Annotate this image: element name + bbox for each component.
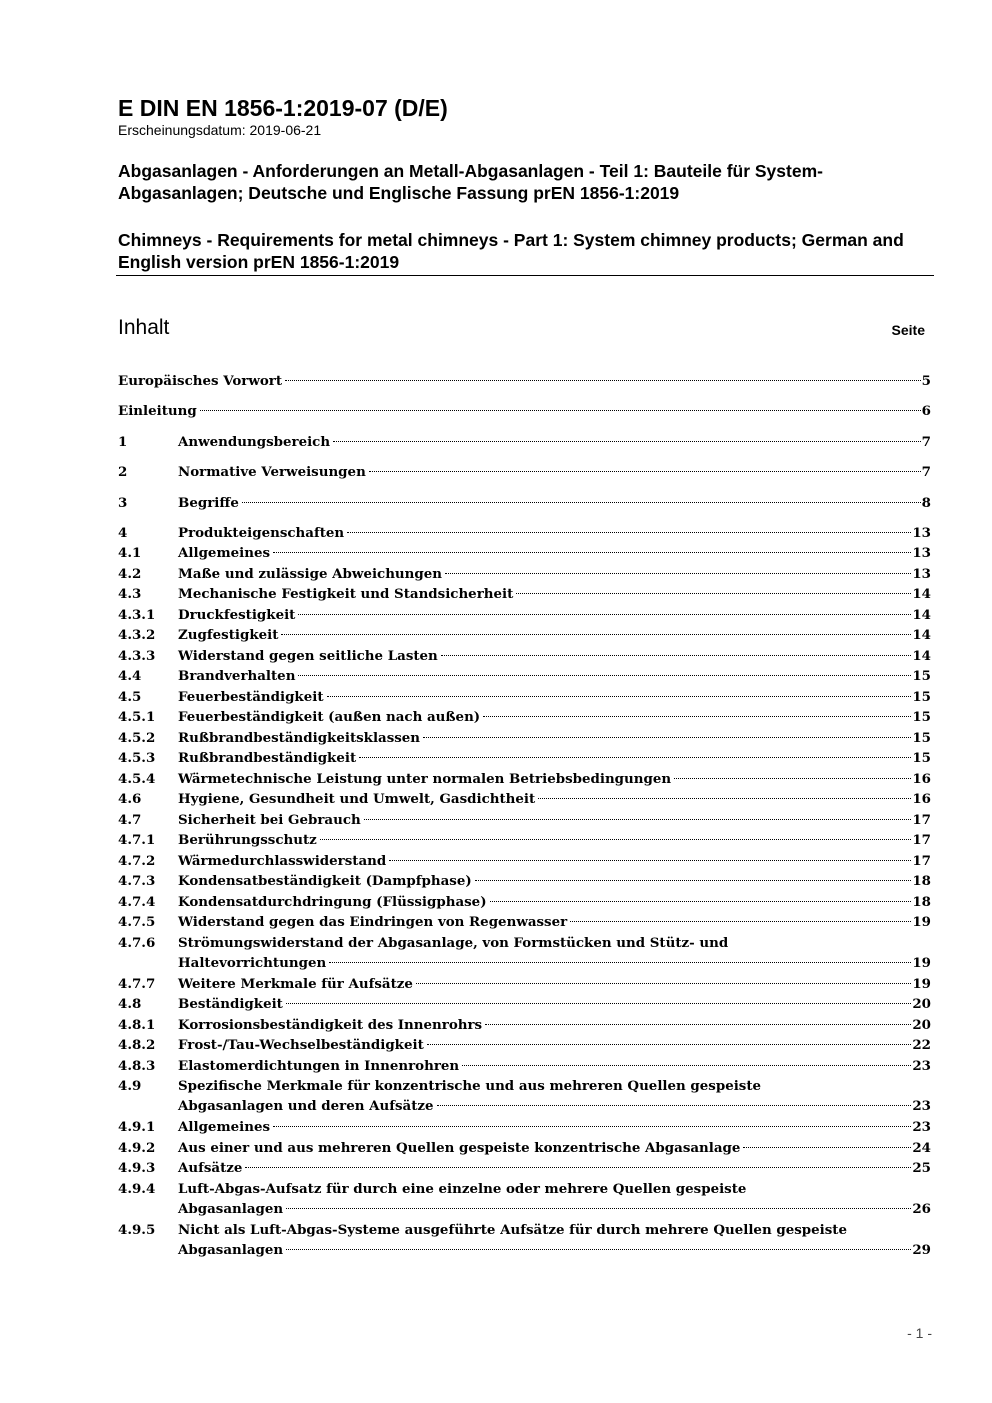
- toc-entry-page: 19: [912, 914, 931, 930]
- toc-dot-leader: [437, 1105, 912, 1106]
- toc-heading: Inhalt: [118, 316, 170, 339]
- toc-entry-page: 26: [912, 1201, 931, 1217]
- toc-dot-leader: [364, 819, 912, 820]
- toc-entry-page: 14: [912, 586, 931, 602]
- toc-entry-label: Feuerbeständigkeit: [178, 689, 324, 705]
- toc-entry-page: 24: [912, 1140, 931, 1156]
- toc-entry-label: Korrosionsbeständigkeit des Innenrohrs: [178, 1017, 483, 1033]
- toc-entry-number: 4.7.2: [118, 853, 156, 869]
- toc-entry-number: 4.5.4: [118, 771, 156, 787]
- toc-entry-number: 4.9.5: [118, 1222, 156, 1238]
- toc-entry-page: 29: [912, 1242, 931, 1258]
- toc-page-column-label: Seite: [891, 322, 925, 338]
- toc-dot-leader: [333, 441, 921, 442]
- toc-entry-page: 15: [912, 668, 931, 684]
- toc-dot-leader: [538, 798, 911, 799]
- toc-entry-page: 16: [912, 791, 931, 807]
- toc-entry-number: 4.7.3: [118, 873, 156, 889]
- toc-entry-page: 13: [912, 545, 931, 561]
- toc-entry-label-continued: Abgasanlagen und deren Aufsätze: [178, 1098, 434, 1114]
- toc-entry-page: 19: [912, 955, 931, 971]
- toc-entry-label: Luft-Abgas-Aufsatz für durch eine einzelne oder mehrere Quellen gespeiste: [178, 1181, 747, 1197]
- toc-entry-label: Brandverhalten: [178, 668, 296, 684]
- toc-entry-number: 2: [118, 464, 128, 480]
- toc-dot-leader: [369, 471, 921, 472]
- toc-dot-leader: [389, 860, 911, 861]
- toc-entry-label: Wärmetechnische Leistung unter normalen Betriebsbedingungen: [178, 771, 672, 787]
- toc-dot-leader: [570, 921, 911, 922]
- toc-entry-label: Elastomerdichtungen in Innenrohren: [178, 1058, 460, 1074]
- toc-dot-leader: [441, 655, 912, 656]
- toc-entry-number: 4.7.7: [118, 976, 156, 992]
- toc-entry-label: Rußbrandbeständigkeit: [178, 750, 357, 766]
- toc-entry-label: Nicht als Luft-Abgas-Systeme ausgeführte Aufsätze für durch mehrere Quellen gespeiste: [178, 1222, 847, 1238]
- toc-entry-label: Feuerbeständigkeit (außen nach außen): [178, 709, 481, 725]
- toc-dot-leader: [445, 573, 911, 574]
- page-number: - 1 -: [907, 1325, 932, 1341]
- toc-entry-label: Widerstand gegen seitliche Lasten: [178, 648, 438, 664]
- toc-dot-leader: [347, 532, 911, 533]
- toc-entry-page: 17: [912, 832, 931, 848]
- toc-entry-page: 22: [912, 1037, 931, 1053]
- toc-entry-label: Weitere Merkmale für Aufsätze: [178, 976, 413, 992]
- toc-entry-number: 4.8: [118, 996, 142, 1012]
- toc-entry-page: 23: [912, 1098, 931, 1114]
- toc-entry-page: 18: [912, 873, 931, 889]
- toc-entry-label: Rußbrandbeständigkeitsklassen: [178, 730, 421, 746]
- toc-entry-page: 6: [921, 403, 931, 419]
- toc-entry-page: 7: [921, 434, 931, 450]
- toc-dot-leader: [743, 1147, 911, 1148]
- toc-dot-leader: [273, 552, 911, 553]
- toc-dot-leader: [273, 1126, 911, 1127]
- toc-dot-leader: [423, 737, 911, 738]
- document-id: E DIN EN 1856-1:2019-07 (D/E): [118, 95, 448, 121]
- toc-entry-label: Europäisches Vorwort: [118, 373, 283, 389]
- toc-entry-label: Berührungsschutz: [178, 832, 317, 848]
- toc-entry-page: 5: [921, 373, 931, 389]
- toc-dot-leader: [674, 778, 911, 779]
- toc-entry-page: 13: [912, 525, 931, 541]
- toc-entry-number: 4.9.2: [118, 1140, 156, 1156]
- toc-dot-leader: [462, 1065, 911, 1066]
- toc-entry-label-continued: Abgasanlagen: [178, 1201, 284, 1217]
- toc-entry-number: 1: [118, 434, 128, 450]
- toc-entry-number: 4.3.2: [118, 627, 156, 643]
- toc-entry-label: Frost-/Tau-Wechselbeständigkeit: [178, 1037, 424, 1053]
- toc-dot-leader: [286, 1208, 911, 1209]
- toc-entry-label: Aufsätze: [178, 1160, 243, 1176]
- toc-entry-number: 4.7: [118, 812, 142, 828]
- toc-dot-leader: [483, 716, 911, 717]
- toc-entry-page: 15: [912, 709, 931, 725]
- toc-dot-leader: [281, 634, 911, 635]
- toc-dot-leader: [327, 696, 912, 697]
- toc-entry-number: 4.6: [118, 791, 142, 807]
- toc-entry-label: Kondensatdurchdringung (Flüssigphase): [178, 894, 487, 910]
- toc-entry-label: Druckfestigkeit: [178, 607, 296, 623]
- toc-dot-leader: [285, 380, 921, 381]
- toc-entry-label: Allgemeines: [178, 545, 271, 561]
- toc-entry-page: 15: [912, 689, 931, 705]
- toc-entry-number: 4.8.3: [118, 1058, 156, 1074]
- toc-entry-number: 4.7.1: [118, 832, 156, 848]
- toc-dot-leader: [320, 839, 912, 840]
- toc-entry-number: 4.9.3: [118, 1160, 156, 1176]
- toc-entry-number: 4.1: [118, 545, 142, 561]
- toc-entry-number: 4.4: [118, 668, 142, 684]
- toc-entry-label: Maße und zulässige Abweichungen: [178, 566, 443, 582]
- toc-entry-label: Sicherheit bei Gebrauch: [178, 812, 361, 828]
- toc-entry-number: 4.8.1: [118, 1017, 156, 1033]
- toc-entry-label: Begriffe: [178, 495, 239, 511]
- publication-date: Erscheinungsdatum: 2019-06-21: [118, 122, 322, 138]
- toc-entry-page: 15: [912, 730, 931, 746]
- toc-entry-label: Hygiene, Gesundheit und Umwelt, Gasdichtheit: [178, 791, 536, 807]
- toc-entry-label: Allgemeines: [178, 1119, 271, 1135]
- toc-entry-page: 23: [912, 1058, 931, 1074]
- toc-entry-label-continued: Abgasanlagen: [178, 1242, 284, 1258]
- toc-entry-label: Widerstand gegen das Eindringen von Regenwasser: [178, 914, 568, 930]
- toc-entry-page: 13: [912, 566, 931, 582]
- title-german: Abgasanlagen - Anforderungen an Metall-Abgasanlagen - Teil 1: Bauteile für System-Abgasanlagen; Deutsche und Englische Fassung prEN 1856-1:2019: [118, 161, 823, 203]
- toc-entry-page: 17: [912, 812, 931, 828]
- toc-entry-label: Strömungswiderstand der Abgasanlage, von Formstücken und Stütz- und: [178, 935, 729, 951]
- toc-entry-number: 4.5.1: [118, 709, 156, 725]
- toc-entry-number: 3: [118, 495, 128, 511]
- toc-dot-leader: [359, 757, 911, 758]
- toc-entry-label: Spezifische Merkmale für konzentrische und aus mehreren Quellen gespeiste: [178, 1078, 762, 1094]
- toc-entry-label-continued: Haltevorrichtungen: [178, 955, 327, 971]
- toc-entry-number: 4.3: [118, 586, 142, 602]
- toc-entry-number: 4.9.1: [118, 1119, 156, 1135]
- toc-dot-leader: [490, 901, 912, 902]
- toc-entry-page: 18: [912, 894, 931, 910]
- toc-entry-label: Normative Verweisungen: [178, 464, 366, 480]
- toc-entry-page: 16: [912, 771, 931, 787]
- toc-entry-number: 4: [118, 525, 128, 541]
- toc-dot-leader: [286, 1003, 912, 1004]
- toc-entry-number: 4.7.5: [118, 914, 156, 930]
- toc-dot-leader: [200, 410, 921, 411]
- toc-dot-leader: [516, 593, 911, 594]
- toc-entry-number: 4.5.2: [118, 730, 156, 746]
- toc-entry-label: Anwendungsbereich: [178, 434, 331, 450]
- toc-entry-number: 4.5.3: [118, 750, 156, 766]
- toc-entry-page: 8: [921, 495, 931, 511]
- toc-entry-number: 4.8.2: [118, 1037, 156, 1053]
- toc-entry-label: Aus einer und aus mehreren Quellen gespeiste konzentrische Abgasanlage: [178, 1140, 741, 1156]
- toc-entry-page: 19: [912, 976, 931, 992]
- toc-entry-number: 4.3.3: [118, 648, 156, 664]
- toc-dot-leader: [475, 880, 912, 881]
- toc-entry-label: Wärmedurchlasswiderstand: [178, 853, 387, 869]
- toc-entry-label: Mechanische Festigkeit und Standsicherheit: [178, 586, 514, 602]
- toc-entry-label: Beständigkeit: [178, 996, 283, 1012]
- toc-entry-page: 25: [912, 1160, 931, 1176]
- toc-entry-page: 14: [912, 627, 931, 643]
- toc-dot-leader: [485, 1024, 911, 1025]
- toc-entry-number: 4.3.1: [118, 607, 156, 623]
- toc-dot-leader: [245, 1167, 911, 1168]
- toc-entry-page: 14: [912, 607, 931, 623]
- toc-entry-number: 4.5: [118, 689, 142, 705]
- toc-dot-leader: [242, 502, 921, 503]
- toc-entry-label: Zugfestigkeit: [178, 627, 279, 643]
- toc-entry-page: 23: [912, 1119, 931, 1135]
- toc-entry-number: 4.9.4: [118, 1181, 156, 1197]
- toc-entry-page: 14: [912, 648, 931, 664]
- toc-entry-page: 15: [912, 750, 931, 766]
- toc-entry-page: 20: [912, 1017, 931, 1033]
- toc-dot-leader: [416, 983, 911, 984]
- toc-entry-page: 17: [912, 853, 931, 869]
- toc-entry-page: 7: [921, 464, 931, 480]
- toc-entry-label: Kondensatbeständigkeit (Dampfphase): [178, 873, 472, 889]
- title-english: Chimneys - Requirements for metal chimneys - Part 1: System chimney products; German and English version prEN 1856-1:2019: [118, 230, 904, 272]
- toc-dot-leader: [286, 1249, 911, 1250]
- toc-entry-number: 4.7.4: [118, 894, 156, 910]
- toc-entry-number: 4.7.6: [118, 935, 156, 951]
- toc-dot-leader: [298, 614, 911, 615]
- toc-entry-label: Einleitung: [118, 403, 197, 419]
- toc-entry-number: 4.2: [118, 566, 142, 582]
- toc-dot-leader: [298, 675, 911, 676]
- toc-dot-leader: [427, 1044, 912, 1045]
- toc-dot-leader: [329, 962, 911, 963]
- toc-entry-number: 4.9: [118, 1078, 142, 1094]
- toc-entry-label: Produkteigenschaften: [178, 525, 345, 541]
- toc-entry-page: 20: [912, 996, 931, 1012]
